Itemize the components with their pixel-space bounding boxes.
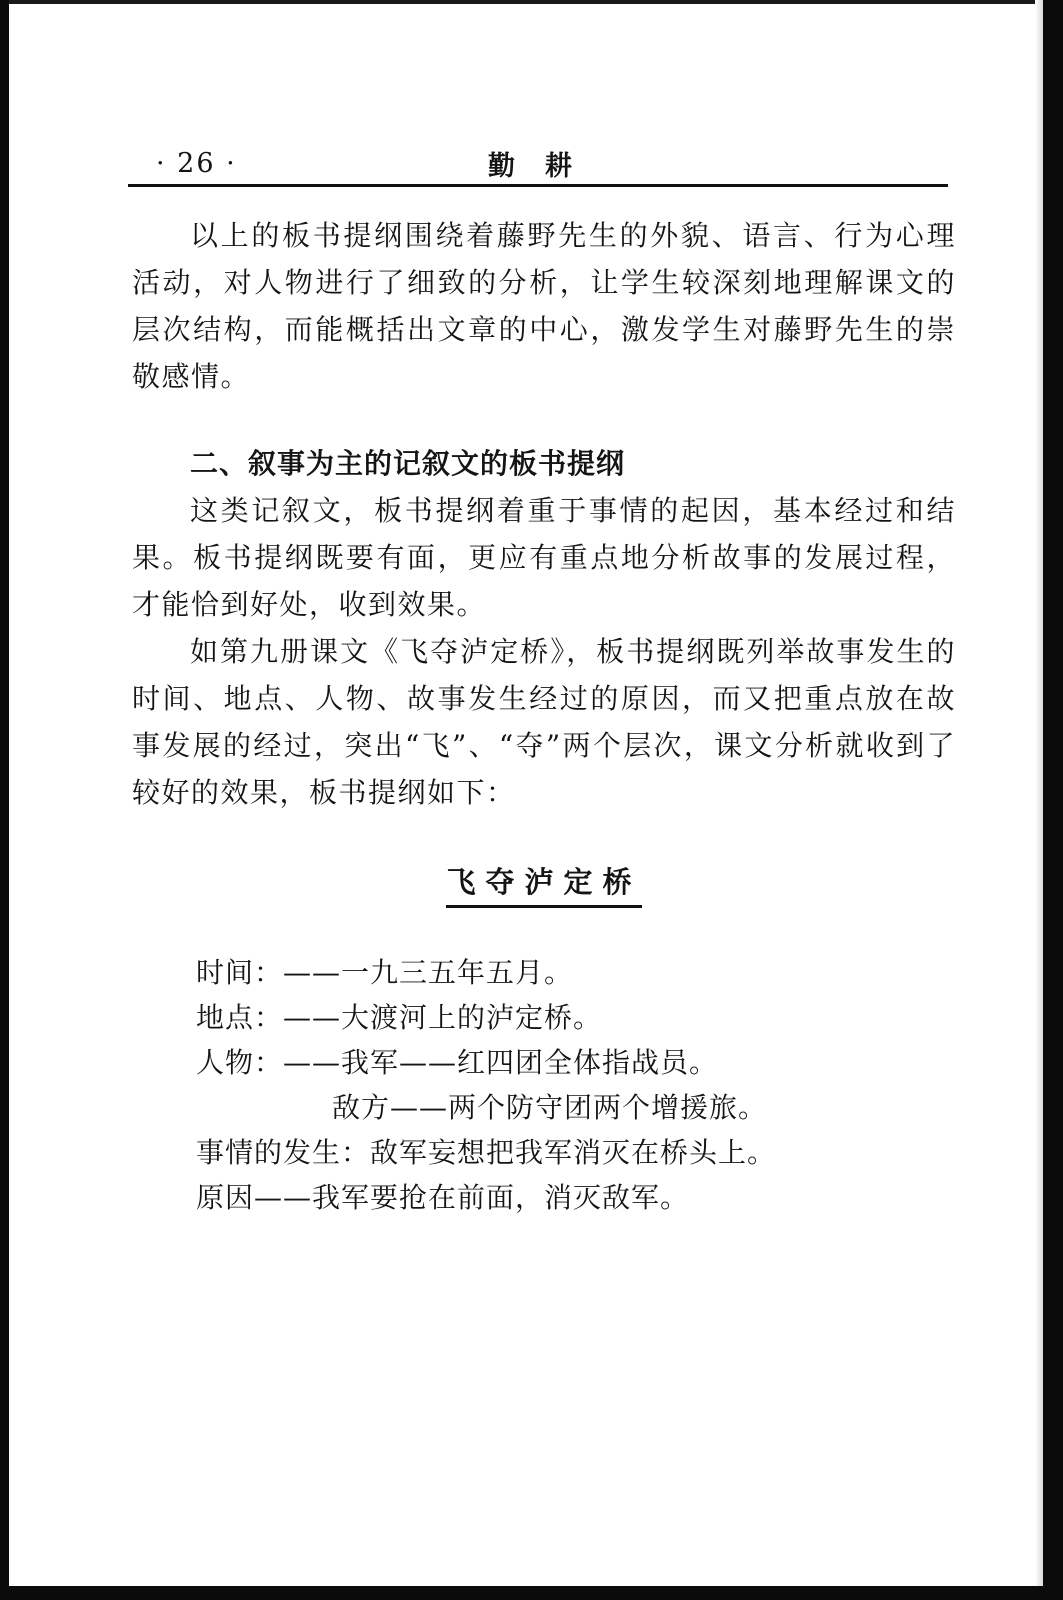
outline-line-people: 人物：——我军——红四团全体指战员。 (196, 1046, 719, 1079)
outline-line-enemy: 敌方——两个防守团两个增援旅。 (332, 1091, 768, 1124)
outline-line-place: 地点：——大渡河上的泸定桥。 (196, 1001, 603, 1034)
scan-edge-right (1043, 0, 1063, 1600)
page-header (128, 138, 948, 184)
board-title: 飞夺泸定桥 (446, 860, 641, 908)
paragraph-example: 如第九册课文《飞夺泸定桥》，板书提纲既列举故事发生的时间、地点、人物、故事发生经过的原因，而又把重点放在故事发展的经过，突出“飞”、“夺”两个层次，课文分析就收到了较好的效果，板书提纲如下： (132, 635, 956, 809)
scan-edge-top (0, 0, 1063, 4)
outline-line-time: 时间：——一九三五年五月。 (196, 956, 574, 989)
scan-edge-left (0, 0, 9, 1600)
paragraph-summary: 以上的板书提纲围绕着藤野先生的外貌、语言、行为心理活动，对人物进行了细致的分析，让学生较深刻地理解课文的层次结构，而能概括出文章的中心，激发学生对藤野先生的崇敬感情。 (132, 219, 956, 393)
header-rule (128, 184, 948, 187)
running-title: 勤耕 (488, 151, 602, 182)
page-number: · 26 · (156, 148, 237, 179)
board-title-wrap (132, 860, 956, 920)
outline-line-cause: 原因——我军要抢在前面，消灭敌军。 (196, 1181, 690, 1214)
outline-line-occurrence: 事情的发生：敌军妄想把我军消灭在桥头上。 (196, 1136, 777, 1169)
section-heading: 二、叙事为主的记叙文的板书提纲 (190, 447, 626, 480)
page-shadow-right (1035, 0, 1043, 1600)
page-body (132, 212, 956, 1220)
scan-edge-bottom (0, 1586, 1063, 1600)
paragraph-narrative-intro: 这类记叙文，板书提纲着重于事情的起因，基本经过和结果。板书提纲既要有面，更应有重点地分析故事的发展过程，才能恰到好处，收到效果。 (132, 494, 956, 621)
board-outline (132, 950, 956, 1220)
